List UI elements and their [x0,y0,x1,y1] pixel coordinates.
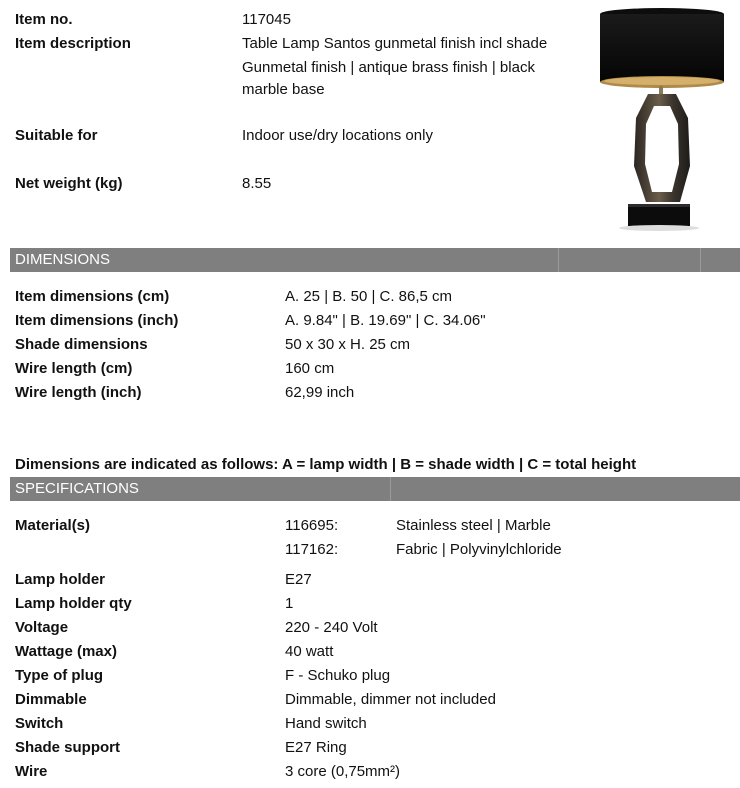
suitable-for-label: Suitable for [15,127,98,144]
lamp-shade [600,8,724,88]
header-divider [390,477,391,501]
dimensions-row-value: 160 cm [285,360,335,377]
lamp-frame [634,94,690,202]
dimensions-row-value: A. 9.84" | B. 19.69" | C. 34.06" [285,312,486,329]
material-code: 116695: [285,517,339,534]
spec-row-value: F - Schuko plug [285,667,391,684]
net-weight-label: Net weight (kg) [15,175,123,192]
item-description-label: Item description [15,35,131,52]
dimensions-row-label: Wire length (cm) [15,360,133,377]
spec-row-label: Lamp holder [15,571,106,588]
spec-row-label: Wire [15,763,48,780]
spec-row-value: 3 core (0,75mm²) [285,763,401,780]
spec-row-value: Dimmable, dimmer not included [285,691,496,708]
lamp-base [619,204,699,231]
spec-row-label: Voltage [15,619,69,636]
spec-row-value: E27 [285,571,312,588]
item-description-line-1: Table Lamp Santos gunmetal finish incl shade [242,35,548,52]
item-description-line-2: Gunmetal finish | antique brass finish | black [242,59,535,76]
specifications-header-title: SPECIFICATIONS [15,480,139,497]
net-weight-value: 8.55 [242,175,272,192]
spec-row-value: Hand switch [285,715,367,732]
spec-row-value: E27 Ring [285,739,347,756]
item-number-value: 117045 [242,11,291,28]
spec-row-label: Switch [15,715,64,732]
dimensions-header-bar [10,248,740,272]
spec-row-label: Dimmable [15,691,87,708]
item-description-line-3: marble base [242,81,325,98]
spec-row-value: 40 watt [285,643,334,660]
spec-row-label: Shade support [15,739,121,756]
dimensions-row-value: A. 25 | B. 50 | C. 86,5 cm [285,288,453,305]
spec-row-label: Lamp holder qty [15,595,132,612]
dimensions-row-label: Shade dimensions [15,336,148,353]
header-divider [558,248,559,272]
dimensions-note: Dimensions are indicated as follows: A = lamp width | B = shade width | C = total height [15,456,637,473]
material-value: Stainless steel | Marble [396,517,551,534]
specifications-header-bar [10,477,740,501]
spec-row-label: Wattage (max) [15,643,117,660]
spec-row-value: 220 - 240 Volt [285,619,378,636]
dimensions-row-value: 50 x 30 x H. 25 cm [285,336,411,353]
suitable-for-value: Indoor use/dry locations only [242,127,433,144]
dimensions-row-label: Item dimensions (inch) [15,312,179,329]
dimensions-header-title: DIMENSIONS [15,251,111,268]
spec-row-value: 1 [285,595,294,612]
spec-row-label: Type of plug [15,667,104,684]
material-code: 117162: [285,541,339,558]
material-value: Fabric | Polyvinylchloride [396,541,562,558]
product-image [592,6,732,234]
dimensions-row-label: Wire length (inch) [15,384,142,401]
dimensions-row-label: Item dimensions (cm) [15,288,170,305]
item-number-label: Item no. [15,11,73,28]
header-divider [700,248,701,272]
materials-label: Material(s) [15,517,91,534]
dimensions-row-value: 62,99 inch [285,384,355,401]
